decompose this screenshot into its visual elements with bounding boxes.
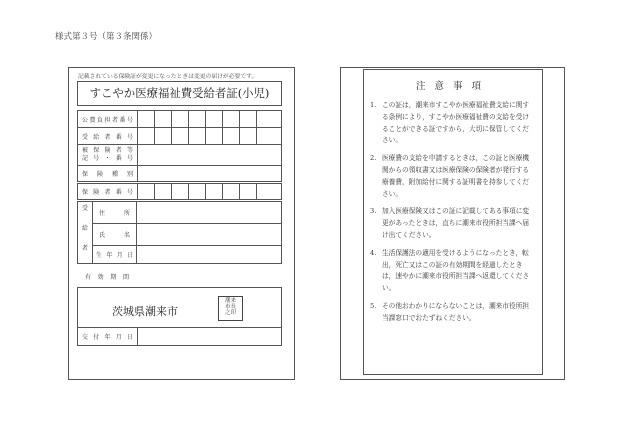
digit-cell [223,184,240,200]
recipient-table [77,201,282,264]
insurance-type-label: 保険種別 [78,166,138,182]
recipient-number-row [78,128,282,145]
valid-period-value [137,266,282,286]
note-number: 5. [370,301,377,310]
digit-cell [138,128,155,145]
digit-cell [257,128,282,145]
dob-label: 生年月日 [93,246,137,264]
note-number: 2. [370,154,377,163]
recipient-number-label: 受給者番号 [78,128,138,145]
insured-symbol-label-line1: 被保険者等 [82,147,133,154]
certificate-title: すこやか医療福祉費受給者証(小児) [77,81,282,106]
address-value [137,202,282,224]
payer-number-label: 公費負担者番号 [78,111,138,128]
digit-cell [155,111,172,128]
digit-cell [155,128,172,145]
digit-cell [223,128,240,145]
note-item [370,100,535,147]
dob-value [137,246,282,264]
address-row [78,202,282,224]
digit-cell [257,184,282,200]
note-text: この証は，潮来市すこやか医療福祉費支給に関する条例により，すこやか医療福祉費の支給を受けることができる証ですから，大切に保管してください。 [382,101,530,145]
digit-cell [206,128,223,145]
insurer-number-table [77,183,282,200]
recipient-side-char: 給 [81,224,88,232]
note-text: 生活保護法の適用を受けるようになったとき，転出，死亡又はこの証の有効期間を経過したときは，速やかに潮来市役所担当課へ返還してください。 [382,248,530,293]
issuer-box [77,287,282,327]
note-item [370,153,535,200]
dob-row [78,246,282,264]
notes-title: 注意事項 [415,81,490,92]
name-row [78,224,282,246]
digit-cell [189,184,206,200]
insurance-type-row [78,166,282,182]
note-number: 3. [370,207,377,216]
insurer-number-row [78,184,282,200]
form-number-label: 様式第３号（第３条関係） [55,32,158,42]
note-text: 医療費の支給を申請するときは，この証と医療機関からの領収書又は医療保険の保険者が発行する療養費，附加給付に関する証明書を持参してください。 [382,154,530,198]
insurance-fields-table [77,144,282,182]
payer-number-row [78,111,282,128]
note-number: 4. [370,248,377,257]
issue-date-value [138,328,282,346]
recipient-side-char: 受 [81,204,88,212]
official-seal [218,296,243,321]
note-item [370,301,535,325]
name-value [137,224,282,246]
insurer-number-label: 保険者番号 [78,184,138,200]
digit-cell [172,184,189,200]
issue-date-row [78,328,282,346]
seal-line: 市長 [224,304,236,310]
valid-period-label: 有効期間 [85,273,129,281]
change-notice: 記載されている保険証が変更になったときは変更の届けが必要です。 [78,74,258,80]
digit-cell [240,111,257,128]
digit-cell [172,111,189,128]
note-text: その他おわかりにならないことは，潮来市役所担当課窓口でおたずねください。 [382,301,530,322]
digit-cell [206,111,223,128]
digit-cell [155,184,172,200]
digit-cell [138,184,155,200]
insured-symbol-row [78,145,282,166]
digit-cell [172,128,189,145]
digit-cell [240,128,257,145]
valid-period-row [77,266,282,286]
note-text: 加入医療保険又はこの証に記載してある事項に変更があったときは，直ちに潮来市役所担当課へ届け出てください。 [382,207,530,239]
recipient-side-label [78,202,93,264]
insured-symbol-label [78,145,138,166]
digit-cell [206,184,223,200]
note-item [370,206,535,241]
note-item [370,248,535,295]
issue-date-table [77,327,282,346]
digit-cell [240,184,257,200]
valid-period-table [77,266,282,286]
address-label: 住所 [93,202,137,224]
notes-list [370,100,535,331]
note-number: 1. [370,101,377,109]
digit-cell [138,111,155,128]
seal-line: 之印 [224,310,236,316]
digit-cell [257,111,282,128]
recipient-side-char: 者 [81,244,88,252]
digit-cell [189,111,206,128]
number-fields-table [77,110,282,145]
insurance-type-value [138,166,282,182]
seal-line: 潮来 [224,298,236,304]
digit-cell [189,128,206,145]
issuer-name: 茨城県潮来市 [112,305,178,318]
name-label: 氏名 [93,224,137,246]
issue-date-label: 交付年月日 [78,328,138,346]
insured-symbol-label-line2: 記号・番号 [82,155,133,162]
insured-symbol-value [138,145,282,166]
digit-cell [223,111,240,128]
